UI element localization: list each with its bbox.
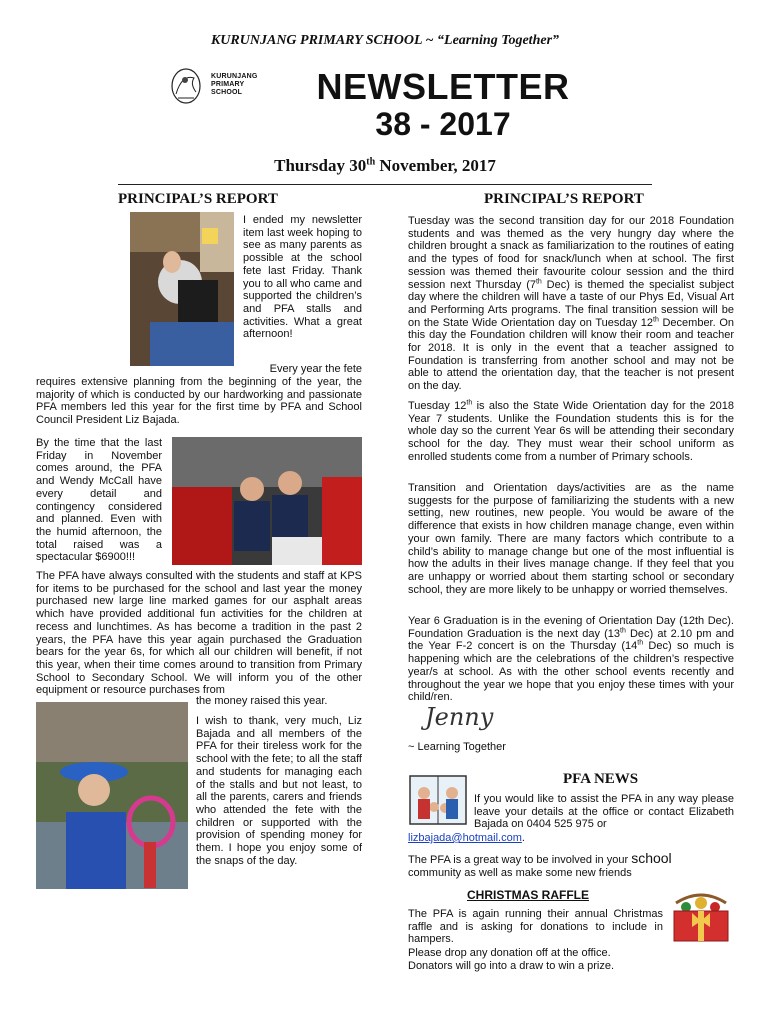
principal-signature: Jenny (425, 703, 494, 731)
fete-photo-dreamcatcher (36, 702, 188, 889)
right-section-heading: PRINCIPAL’S REPORT (484, 191, 644, 207)
left-paragraph-fete-planning: requires extensive planning from the beginning of the year, the majority of which is conducted by our hardworking and passionate PFA members led this year for the first time by PFA and School Council President Liz Bajada. (36, 376, 362, 427)
left-paragraph-purchases: The PFA have always consulted with the students and staff at KPS for items to be purchased for the school and last year the money purchased new large line marked games for our asphalt areas which have provided additional fun activities for the children at recess and lunchtimes. As has become a tradition in the past 2 years, the PFA have this year again purchased the Graduation bears for the year 6s, for which all our children will benefit, if not this year, when their time comes around to transition from Primary School to Secondary School. We will inform you of the other equipment or resource purchases from (36, 570, 362, 697)
left-paragraph-total-raised: By the time that the last Friday in November comes around, the PFA and Wendy McCall have every detail and contingency considered and planned. Even with the humid afternoon, the total raised was a spectacular $6900!!! (36, 437, 162, 564)
left-paragraph-purchases-end: the money raised this year. (196, 695, 328, 707)
left-paragraph-fete-start: Every year the fete (269, 363, 362, 375)
gift-hamper-icon (668, 893, 734, 945)
logo-wordmark: KURUNJANG PRIMARY SCHOOL (211, 73, 258, 96)
pfa-family-icon (409, 775, 467, 825)
left-paragraph-intro: I ended my newsletter item last week hoping to see as many parents as possible at the school fete last Friday. Thank you to all who came and supported the children’s and PFA stalls and activities. What a great afternoon! (243, 214, 362, 341)
fete-photo-popcorn-stall (172, 437, 362, 565)
raffle-prize-note: Donators will go into a draw to win a prize. (408, 960, 615, 972)
pfa-contact-paragraph: If you would like to assist the PFA in any way please leave your details at the office or contact Elizabeth Bajada on 0404 525 975 or (474, 793, 734, 831)
pfa-news-heading: PFA NEWS (563, 771, 639, 787)
fete-photo-fairy-floss (130, 212, 234, 366)
pfa-email-line: lizbajada@hotmail.com. (408, 832, 525, 844)
left-section-heading: PRINCIPAL’S REPORT (118, 191, 278, 207)
newsletter-number: 38 - 2017 (375, 106, 511, 142)
newsletter-title: NEWSLETTER (316, 66, 570, 107)
pfa-involvement-paragraph: The PFA is a great way to be involved in your school community as well as make some new friends (408, 850, 672, 879)
school-motto-line: KURUNJANG PRIMARY SCHOOL ~ “Learning Together” (210, 33, 560, 48)
raffle-paragraph: The PFA is again running their annual Christmas raffle and is asking for donations to include in hampers. (408, 908, 663, 946)
issue-date: Thursday 30th November, 2017 (274, 156, 496, 175)
right-paragraph-change: Transition and Orientation days/activities are as the name suggests for the purpose of familiarizing the students with a new setting, new routines, new people. You would be aware of the difference that exists in how children manage change, even within your own family. There are many factors which contribute to a child’s ability to manage change but one of the most influential is how the adults in their lives manage change. If they feel that you are unhappy or worried about them starting school or secondary school, they are more likely to be unhappy or worried themselves. (408, 482, 734, 596)
raffle-dropoff: Please drop any donation off at the office. (408, 947, 611, 959)
signoff-text: ~ Learning Together (408, 741, 506, 753)
right-paragraph-orientation: Tuesday 12th is also the State Wide Orientation day for the 2018 Year 7 students. Unlike the Foundation students this is for the whole day so the current Year 6s will be attending their secondary school for the day. They must wear their school uniform as enrolled students come from a number of Primary schools. (408, 399, 734, 463)
header-divider (118, 184, 652, 185)
raffle-heading: CHRISTMAS RAFFLE (467, 888, 589, 902)
pfa-email-link[interactable]: lizbajada@hotmail.com (408, 832, 522, 844)
right-paragraph-graduation: Year 6 Graduation is in the evening of Orientation Day (12th Dec). Foundation Graduation is the next day (13th Dec) at 2.10 pm and the Year F-2 concert is on the Thursday (14th Dec) so much is happening which are the celebrations of the children’s respective year/s at school. As with the other school events recently and throughout the year we hope that you enjoy these times with your child/ren. (408, 615, 734, 704)
left-paragraph-thanks: I wish to thank, very much, Liz Bajada and all members of the PFA for their tireless work for the school with the fete; to all the staff and students for managing each of the stalls and but not least, to all the parents, carers and friends who attended the fete with the children or supported with the provision of spending money for them. I hope you enjoy some of the snaps of the day. (196, 715, 362, 867)
right-paragraph-transition: Tuesday was the second transition day for our 2018 Foundation students and was themed as the very hungry day where the children brought a snack as familiarization to the routines of eating and the types of food for snack/lunch when at school. The first session was themed their favourite colour session and the third session next Thursday (7th Dec) is themed the specialist subject day where the children will have a taste of our Phys Ed, Visual Art and Performing Arts programs. The final transition session will be on the State Wide Orientation day on Tuesday 12th December. On this day the Foundation children will know their room and teacher for 2018. It is only in the event that a teacher assigned to Foundation is transferring from another school and may not be able to attend the orientation day, that the teacher is not present on the day. (408, 215, 734, 393)
